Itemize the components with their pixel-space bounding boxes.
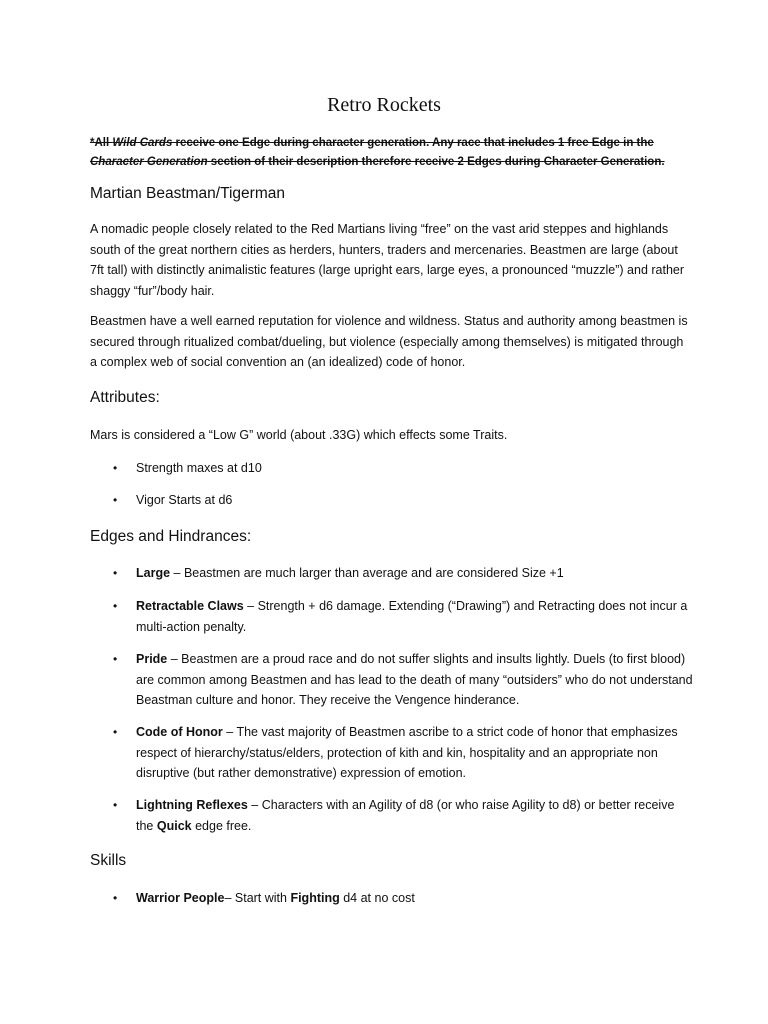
attributes-heading: Attributes: (90, 389, 160, 406)
page-title: Retro Rockets (327, 94, 441, 116)
race-heading: Martian Beastman/Tigerman (90, 185, 285, 202)
bullet-icon: • (113, 891, 118, 905)
edge-item-large: • Large – Beastmen are much larger than average and are considered Size +1 (113, 563, 693, 584)
edge-item-pride: • Pride – Beastmen are a proud race and do not suffer slights and insults lightly. Duels (to first blood) are common among Beastmen and has lead to the death of many “outsiders” who do not understand Beastman culture and honor. They receive the Vengence hinderance. (113, 649, 693, 711)
attribute-bullet: • Vigor Starts at d6 (113, 490, 693, 511)
bullet-icon: • (113, 652, 118, 666)
edges-heading: Edges and Hindrances: (90, 528, 252, 545)
attribute-bullet: • Strength maxes at d10 (113, 458, 693, 479)
attributes-text: Mars is considered a “Low G” world (about .33G) which effects some Traits. (90, 428, 508, 442)
intro-paragraph-1: A nomadic people closely related to the Red Martians living “free” on the vast arid steppes and highlands south of the great northern cities as herders, hunters, traders and mercenaries. Beastmen are large (about 7ft tall) with distinctly animalistic features (large upright ears, large eyes, a pronounced “muzzle”) and rather shaggy “fur”/body hair. (90, 222, 685, 298)
skill-item-warrior-people: • Warrior People– Start with Fighting d4 at no cost (113, 888, 693, 909)
strikethrough-note: *All Wild Cards receive one Edge during character generation. Any race that includes 1 free Edge in the Character Generation section of their description therefore receive 2 Edges during Character Generation. (90, 137, 665, 168)
bullet-icon: • (113, 461, 118, 475)
edge-item-lightning-reflexes: • Lightning Reflexes – Characters with an Agility of d8 (or who raise Agility to d8) or better receive the Quick edge free. (113, 795, 693, 836)
bullet-icon: • (113, 566, 118, 580)
edge-item-code-of-honor: • Code of Honor – The vast majority of Beastmen ascribe to a strict code of honor that emphasizes respect of hierarchy/status/elders, protection of kith and kin, hospitality and an appropriate non disruptive (but rather demonstrative) expression of emotion. (113, 722, 693, 784)
bullet-icon: • (113, 493, 118, 507)
bullet-icon: • (113, 599, 118, 613)
edge-item-retractable-claws: • Retractable Claws – Strength + d6 damage. Extending (“Drawing”) and Retracting does not incur a multi-action penalty. (113, 596, 693, 637)
bullet-icon: • (113, 725, 118, 739)
bullet-icon: • (113, 798, 118, 812)
intro-paragraph-2: Beastmen have a well earned reputation for violence and wildness. Status and authority among beastmen is secured through ritualized combat/dueling, but violence (especially among themselves) is mitigated through a complex web of social convention an (an idealized) code of honor. (90, 314, 688, 369)
skills-heading: Skills (90, 852, 127, 869)
